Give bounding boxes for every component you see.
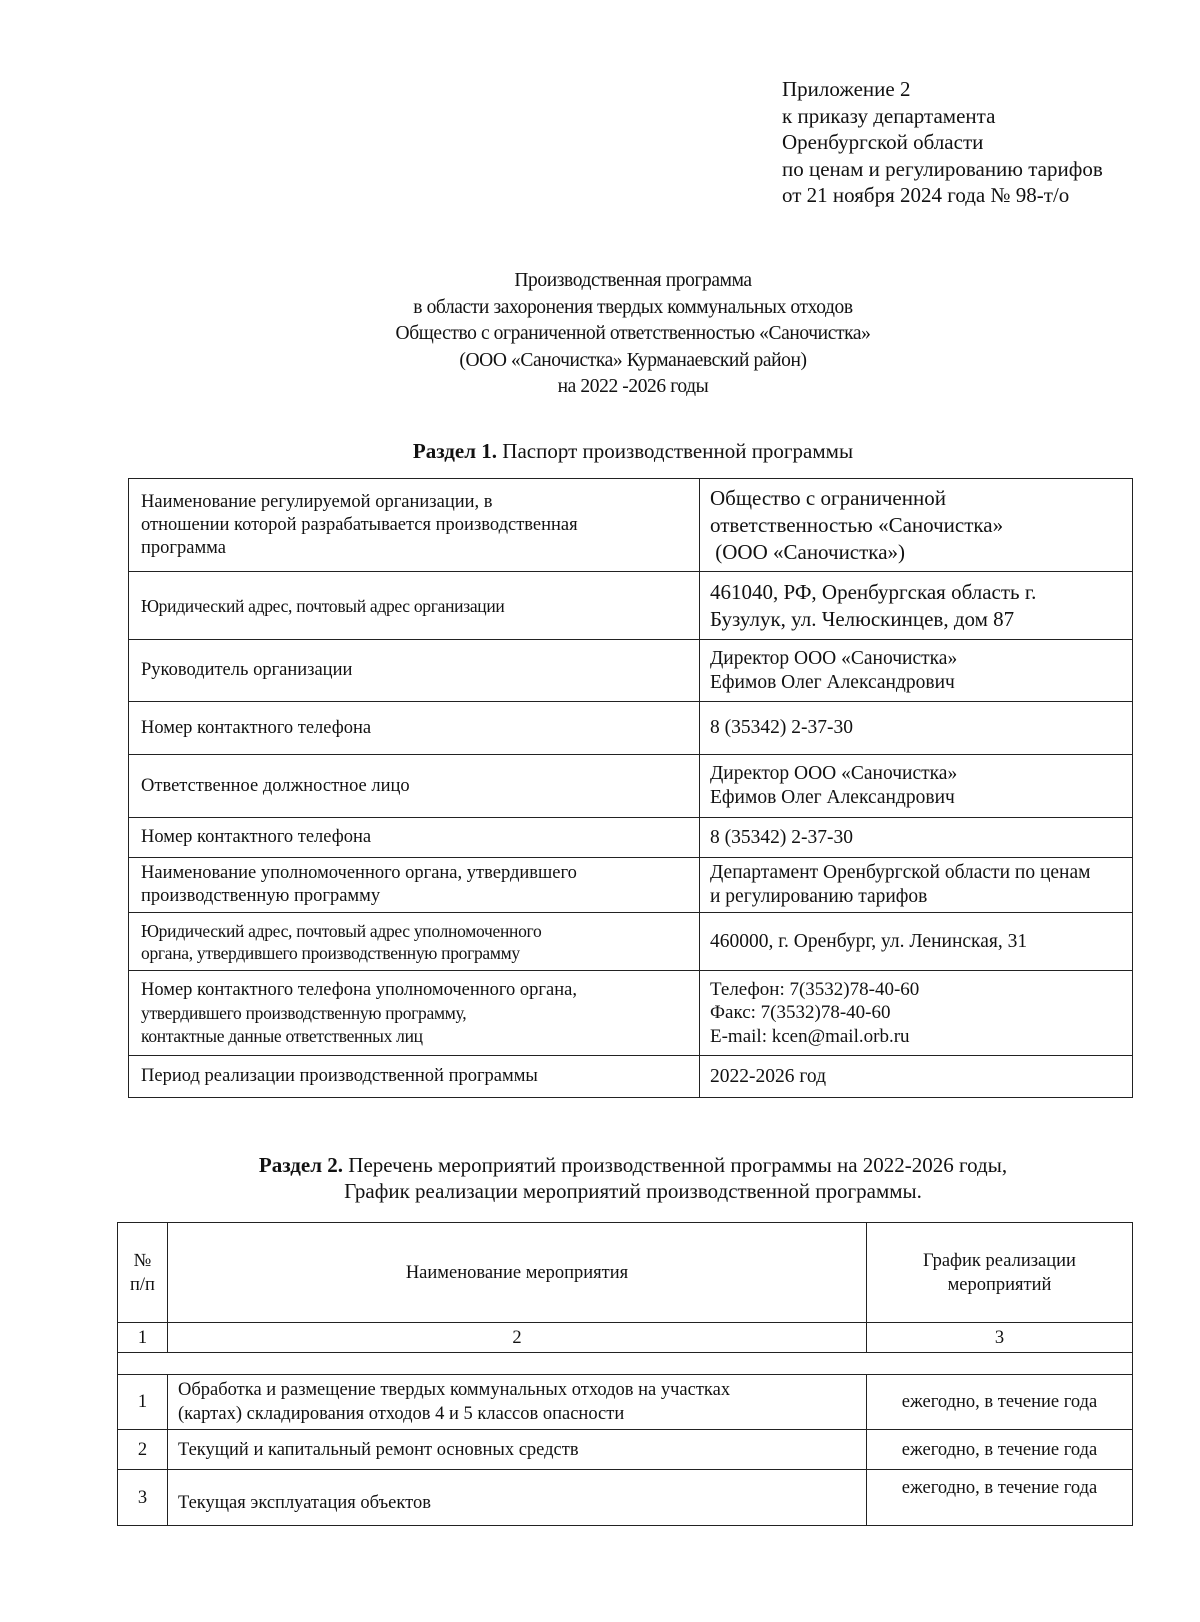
appendix-line: от 21 ноября 2024 года № 98-т/о bbox=[782, 183, 1070, 207]
section-2-text: Перечень мероприятий производственной программы на 2022-2026 годы, bbox=[343, 1153, 1008, 1177]
cell-line: п/п bbox=[130, 1274, 155, 1295]
passport-label bbox=[129, 858, 700, 913]
spacer-cell bbox=[118, 1353, 1133, 1375]
cell-line: Номер контактного телефона bbox=[141, 717, 372, 738]
passport-value bbox=[700, 818, 1133, 858]
cell-line: утвердившего производственную программу, bbox=[141, 1002, 467, 1023]
cell-line: 2022-2026 год bbox=[710, 1065, 826, 1087]
column-header-name: Наименование мероприятия bbox=[168, 1223, 867, 1323]
cell-line: отношении которой разрабатывается производственная bbox=[141, 514, 578, 535]
passport-value bbox=[700, 971, 1133, 1056]
cell-line: № bbox=[133, 1250, 152, 1271]
title-line: Общество с ограниченной ответственностью «Саночистка» bbox=[395, 323, 871, 344]
cell-line: (ООО «Саночистка») bbox=[710, 539, 906, 564]
section-1-label: Раздел 1. bbox=[412, 439, 498, 463]
passport-value bbox=[700, 755, 1133, 818]
title-line: (ООО «Саночистка» Курманаевский район) bbox=[459, 349, 807, 371]
section-2-heading bbox=[0, 1152, 1200, 1204]
cell-line: Обработка и размещение твердых коммунальных отходов на участках bbox=[178, 1380, 731, 1400]
cell-line: ответственностью «Саночистка» bbox=[710, 512, 1004, 537]
event-name bbox=[168, 1375, 867, 1430]
passport-value bbox=[700, 479, 1133, 572]
cell-line: E-mail: kcen@mail.orb.ru bbox=[710, 1025, 910, 1047]
row-number: 2 bbox=[118, 1430, 168, 1470]
column-number: 1 bbox=[118, 1323, 168, 1353]
passport-value bbox=[700, 702, 1133, 755]
table-row bbox=[129, 572, 1133, 640]
column-number: 2 bbox=[168, 1323, 867, 1353]
document-title bbox=[0, 268, 1200, 401]
cell-line: 461040, РФ, Оренбургская область г. bbox=[710, 579, 1037, 604]
cell-line: Телефон: 7(3532)78-40-60 bbox=[710, 978, 920, 1000]
passport-label bbox=[129, 818, 700, 858]
cell-line: Ефимов Олег Александрович bbox=[710, 671, 955, 693]
cell-line: 8 (35342) 2-37-30 bbox=[710, 826, 853, 848]
cell-line: производственную программу bbox=[141, 886, 381, 906]
spacer-row bbox=[118, 1353, 1133, 1375]
cell-line: органа, утвердившего производственную программу bbox=[141, 942, 520, 963]
table-row bbox=[118, 1470, 1133, 1526]
table-row bbox=[129, 1056, 1133, 1098]
cell-line: мероприятий bbox=[947, 1274, 1052, 1295]
table-header-row bbox=[118, 1223, 1133, 1323]
cell-line: 8 (35342) 2-37-30 bbox=[710, 717, 853, 738]
cell-line: Руководитель организации bbox=[141, 660, 353, 680]
cell-line: Текущий и капитальный ремонт основных средств bbox=[178, 1439, 579, 1460]
column-number: 3 bbox=[867, 1323, 1133, 1353]
passport-value bbox=[700, 858, 1133, 913]
event-name bbox=[168, 1430, 867, 1470]
row-number: 1 bbox=[118, 1375, 168, 1430]
title-line: на 2022 -2026 годы bbox=[557, 376, 709, 397]
cell-line: Ефимов Олег Александрович bbox=[710, 787, 955, 808]
cell-line: и регулированию тарифов bbox=[710, 886, 928, 907]
cell-line: Период реализации производственной программы bbox=[141, 1066, 538, 1086]
passport-label bbox=[129, 572, 700, 640]
passport-label bbox=[129, 640, 700, 702]
cell-line: Текущая эксплуатация объектов bbox=[178, 1493, 431, 1513]
cell-line: (картах) складирования отходов 4 и 5 классов опасности bbox=[178, 1404, 625, 1424]
cell-line: Директор ООО «Саночистка» bbox=[710, 763, 958, 784]
passport-label bbox=[129, 971, 700, 1056]
passport-value bbox=[700, 1056, 1133, 1098]
column-header-num bbox=[118, 1223, 168, 1323]
table-row bbox=[129, 971, 1133, 1056]
passport-value bbox=[700, 572, 1133, 640]
passport-value bbox=[700, 640, 1133, 702]
cell-line: Общество с ограниченной bbox=[710, 485, 946, 510]
table-row bbox=[129, 818, 1133, 858]
table-row bbox=[129, 858, 1133, 913]
cell-line: Бузулук, ул. Челюскинцев, дом 87 bbox=[710, 606, 1015, 631]
cell-line: программа bbox=[141, 537, 226, 558]
passport-label bbox=[129, 702, 700, 755]
table-row bbox=[129, 640, 1133, 702]
title-line: в области захоронения твердых коммунальных отходов bbox=[413, 296, 853, 318]
cell-line: Наименование регулируемой организации, в bbox=[141, 491, 493, 512]
event-schedule: ежегодно, в течение года bbox=[867, 1470, 1133, 1526]
cell-line: Номер контактного телефона уполномоченного органа, bbox=[141, 979, 577, 1000]
event-name bbox=[168, 1470, 867, 1526]
passport-label bbox=[129, 479, 700, 572]
cell-line: График реализации bbox=[923, 1250, 1076, 1271]
cell-line: Факс: 7(3532)78-40-60 bbox=[710, 1002, 891, 1024]
cell-line: 460000, г. Оренбург, ул. Ленинская, 31 bbox=[710, 930, 1028, 952]
appendix-header bbox=[782, 76, 1103, 209]
appendix-line: к приказу департамента bbox=[782, 103, 996, 128]
section-2-label: Раздел 2. bbox=[258, 1153, 344, 1177]
table-row bbox=[129, 479, 1133, 572]
table-row bbox=[129, 755, 1133, 818]
cell-line: контактные данные ответственных лиц bbox=[141, 1025, 423, 1046]
table-row bbox=[129, 702, 1133, 755]
event-schedule: ежегодно, в течение года bbox=[867, 1430, 1133, 1470]
cell-line: Номер контактного телефона bbox=[141, 827, 372, 847]
appendix-line: Приложение 2 bbox=[782, 77, 911, 101]
passport-label bbox=[129, 1056, 700, 1098]
table-row bbox=[118, 1375, 1133, 1430]
event-schedule: ежегодно, в течение года bbox=[867, 1375, 1133, 1430]
table-row bbox=[118, 1430, 1133, 1470]
section-1-heading bbox=[0, 439, 1200, 464]
column-number-row bbox=[118, 1323, 1133, 1353]
cell-line: Юридический адрес, почтовый адрес уполномоченного bbox=[141, 920, 542, 941]
passport-label bbox=[129, 755, 700, 818]
row-number: 3 bbox=[118, 1470, 168, 1526]
cell-line: Директор ООО «Саночистка» bbox=[710, 647, 958, 669]
cell-line: Наименование уполномоченного органа, утвердившего bbox=[141, 863, 577, 883]
appendix-line: по ценам и регулированию тарифов bbox=[782, 156, 1103, 181]
cell-line: Департамент Оренбургской области по ценам bbox=[710, 862, 1091, 883]
passport-label bbox=[129, 913, 700, 971]
appendix-line: Оренбургской области bbox=[782, 130, 984, 154]
section-1-text: Паспорт производственной программы bbox=[497, 439, 854, 463]
passport-value bbox=[700, 913, 1133, 971]
column-header-schedule bbox=[867, 1223, 1133, 1323]
title-line: Производственная программа bbox=[514, 270, 752, 291]
events-table bbox=[117, 1222, 1133, 1526]
cell-line: Юридический адрес, почтовый адрес организации bbox=[141, 595, 505, 616]
table-row bbox=[129, 913, 1133, 971]
cell-line: Ответственное должностное лицо bbox=[141, 775, 410, 796]
passport-table bbox=[128, 478, 1133, 1098]
section-2-subtitle: График реализации мероприятий производственной программы. bbox=[344, 1179, 922, 1203]
